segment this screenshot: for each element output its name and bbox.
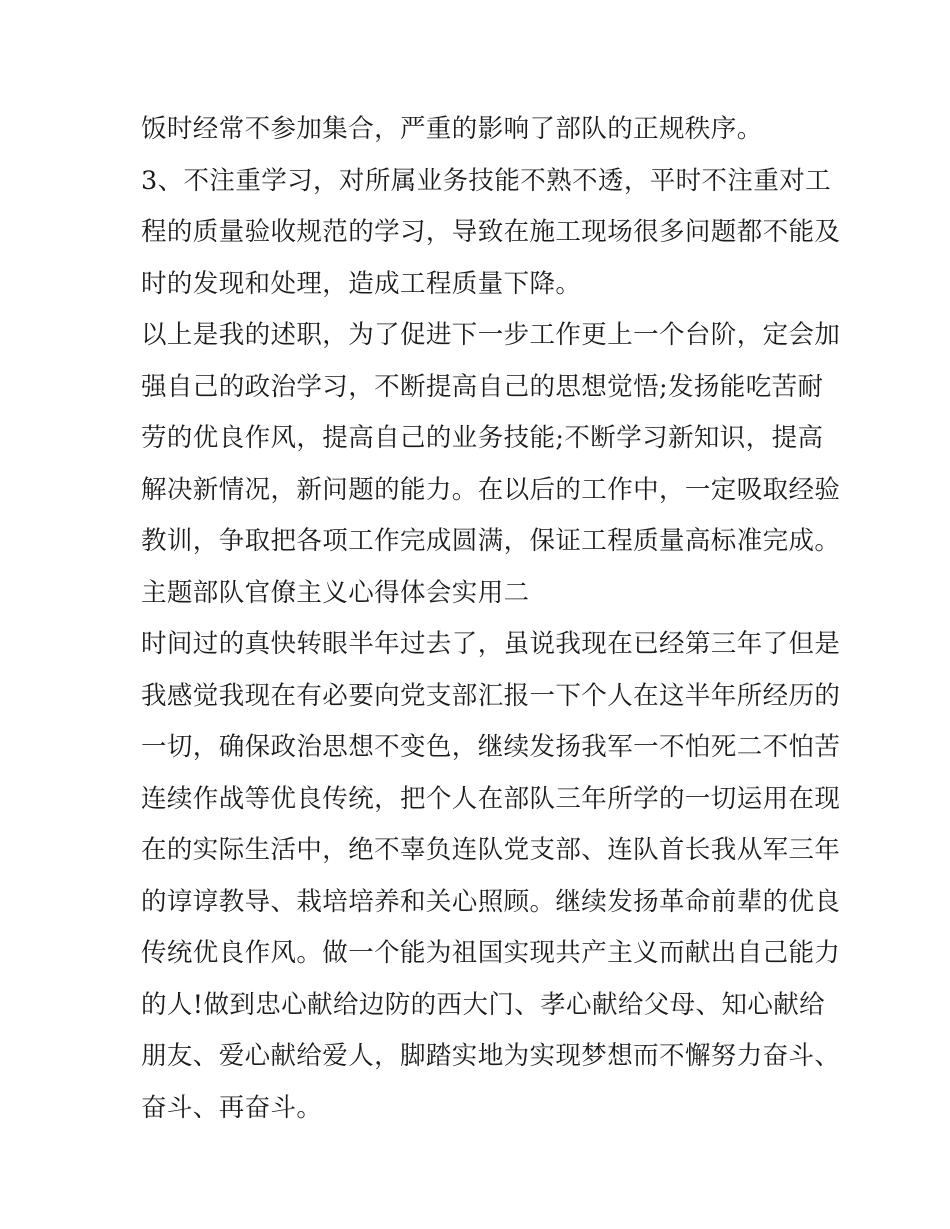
- text-line: 连续作战等优良传统，把个人在部队三年所学的一切运用在现: [141, 783, 841, 814]
- text-line: 传统优良作风。做一个能为祖国实现共产主义而献出自己能力: [141, 938, 841, 968]
- text-line: 解决新情况，新问题的能力。在以后的工作中，一定吸取经验: [141, 474, 841, 505]
- text-line: 朋友、爱心献给爱人，脚踏实地为实现梦想而不懈努力奋斗、: [141, 1041, 841, 1071]
- text-line: 我感觉我现在有必要向党支部汇报一下个人在这半年所经历的: [141, 680, 841, 711]
- text-line: 的人!做到忠心献给边防的西大门、孝心献给父母、知心献给: [141, 989, 826, 1020]
- text-line: 程的质量验收规范的学习，导致在施工现场很多问题都不能及: [141, 217, 841, 247]
- document-body: [141, 108, 841, 1138]
- text-line: 的谆谆教导、栽培培养和关心照顾。继续发扬革命前辈的优良: [141, 886, 841, 917]
- text-line: 奋斗、再奋斗。: [141, 1092, 323, 1123]
- text-line: 在的实际生活中，绝不辜负连队党支部、连队首长我从军三年: [141, 835, 841, 865]
- text-line: 劳的优良作风，提高自己的业务技能;不断学习新知识，提高: [141, 423, 824, 453]
- text-line: 时间过的真快转眼半年过去了，虽说我现在已经第三年了但是: [141, 629, 841, 659]
- section-heading: 主题部队官僚主义心得体会实用二: [141, 577, 530, 608]
- text-line: 3、不注重学习，对所属业务技能不熟不透，平时不注重对工: [141, 165, 832, 196]
- text-line: 时的发现和处理，造成工程质量下降。: [141, 268, 582, 299]
- text-line: 饭时经常不参加集合，严重的影响了部队的正规秩序。: [141, 114, 763, 144]
- text-line: 一切，确保政治思想不变色，继续发扬我军一不怕死二不怕苦: [141, 732, 841, 762]
- text-line: 以上是我的述职，为了促进下一步工作更上一个台阶，定会加: [141, 320, 841, 350]
- text-line: 强自己的政治学习，不断提高自己的思想觉悟;发扬能吃苦耐: [141, 371, 824, 402]
- text-line: 教训，争取把各项工作完成圆满，保证工程质量高标准完成。: [141, 526, 841, 556]
